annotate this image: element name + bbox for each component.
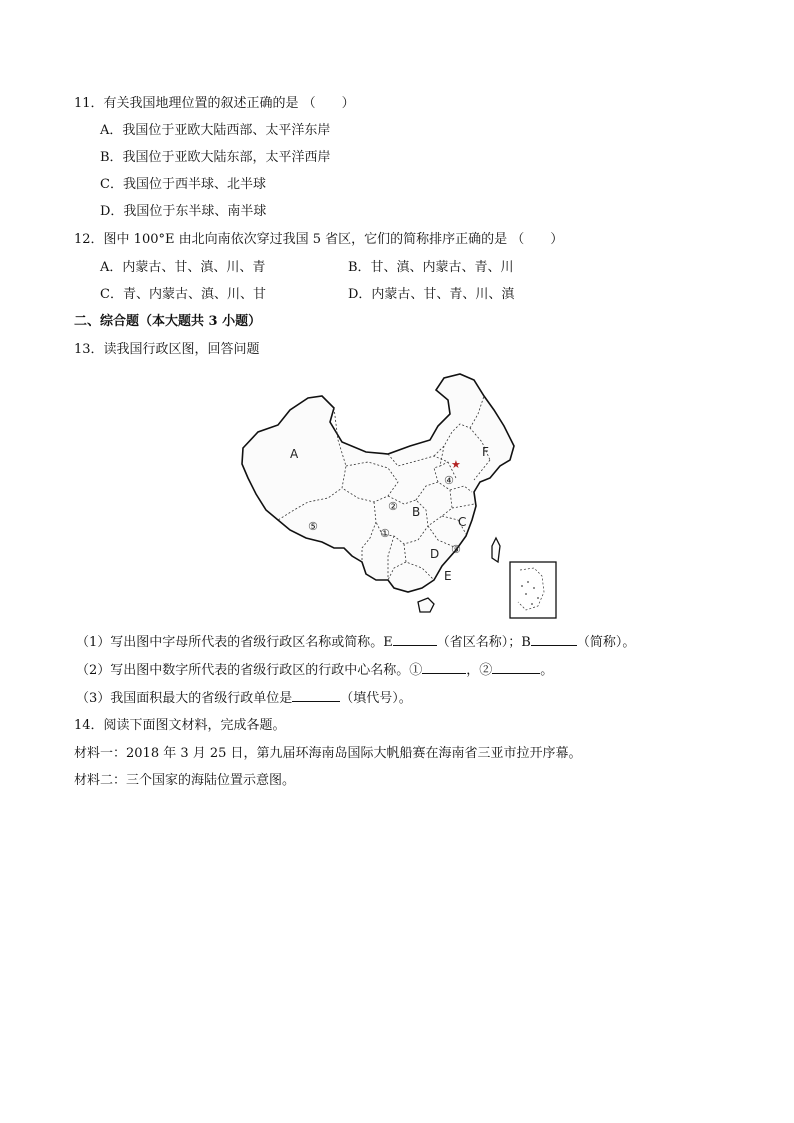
map-label-e: E (444, 569, 452, 583)
q13-stem: 13．读我国行政区图，回答问题 (74, 342, 260, 357)
q13-sub2: （2）写出图中数字所代表的省级行政区的行政中心名称。① ，② 。 (76, 663, 554, 678)
map-number-5: ⑤ (308, 520, 318, 533)
q14-material-2: 材料二：三个国家的海陆位置示意图。 (74, 773, 296, 788)
q11-option-c[interactable]: C．我国位于西半球、北半球 (100, 177, 266, 192)
map-label-a: A (290, 447, 299, 461)
q14-material-1: 材料一：2018 年 3 月 25 日，第九届环海南岛国际大帆船赛在海南省三亚市拉开序幕。 (74, 746, 582, 761)
q11-option-d[interactable]: D．我国位于东半球、南半球 (100, 204, 267, 219)
q12-option-c[interactable]: C．青、内蒙古、滇、川、甘 (100, 287, 266, 302)
map-label-f: F (482, 445, 489, 459)
map-number-2: ② (388, 500, 398, 513)
q13-sub1: （1）写出图中字母所代表的省级行政区名称或简称。E （省区名称）；B （简称）。 (76, 635, 636, 650)
answer-blank-2[interactable] (492, 661, 540, 674)
answer-blank-largest[interactable] (292, 689, 340, 702)
map-number-1: ① (380, 527, 390, 540)
q11-option-b[interactable]: B．我国位于亚欧大陆东部，太平洋西岸 (100, 150, 331, 165)
map-label-d: D (430, 547, 440, 561)
map-label-b: B (412, 505, 421, 519)
answer-blank-b[interactable] (531, 633, 577, 646)
china-admin-map (238, 370, 558, 622)
q12-option-d[interactable]: D．内蒙古、甘、青、川、滇 (348, 287, 515, 302)
map-number-3: ③ (451, 543, 461, 556)
map-label-c: C (458, 515, 467, 529)
q14-stem: 14．阅读下面图文材料，完成各题。 (74, 718, 286, 733)
answer-blank-1[interactable] (422, 661, 466, 674)
q12-stem: 12．图中 100°E 由北向南依次穿过我国 5 省区，它们的简称排序正确的是 （ ） (74, 232, 564, 247)
answer-blank-e[interactable] (393, 633, 437, 646)
section-heading: 二、综合题（本大题共 3 小题） (74, 314, 262, 329)
q12-option-a[interactable]: A．内蒙古、甘、滇、川、青 (100, 260, 266, 275)
q11-option-a[interactable]: A．我国位于亚欧大陆西部、太平洋东岸 (100, 123, 331, 138)
q12-option-b[interactable]: B．甘、滇、内蒙古、青、川 (348, 260, 514, 275)
q11-stem: 11．有关我国地理位置的叙述正确的是 （ ） (74, 96, 355, 111)
q13-sub3: （3）我国面积最大的省级行政单位是 （填代号）。 (76, 691, 412, 706)
map-number-4: ④ (444, 474, 454, 487)
capital-star-icon: ★ (451, 458, 461, 471)
